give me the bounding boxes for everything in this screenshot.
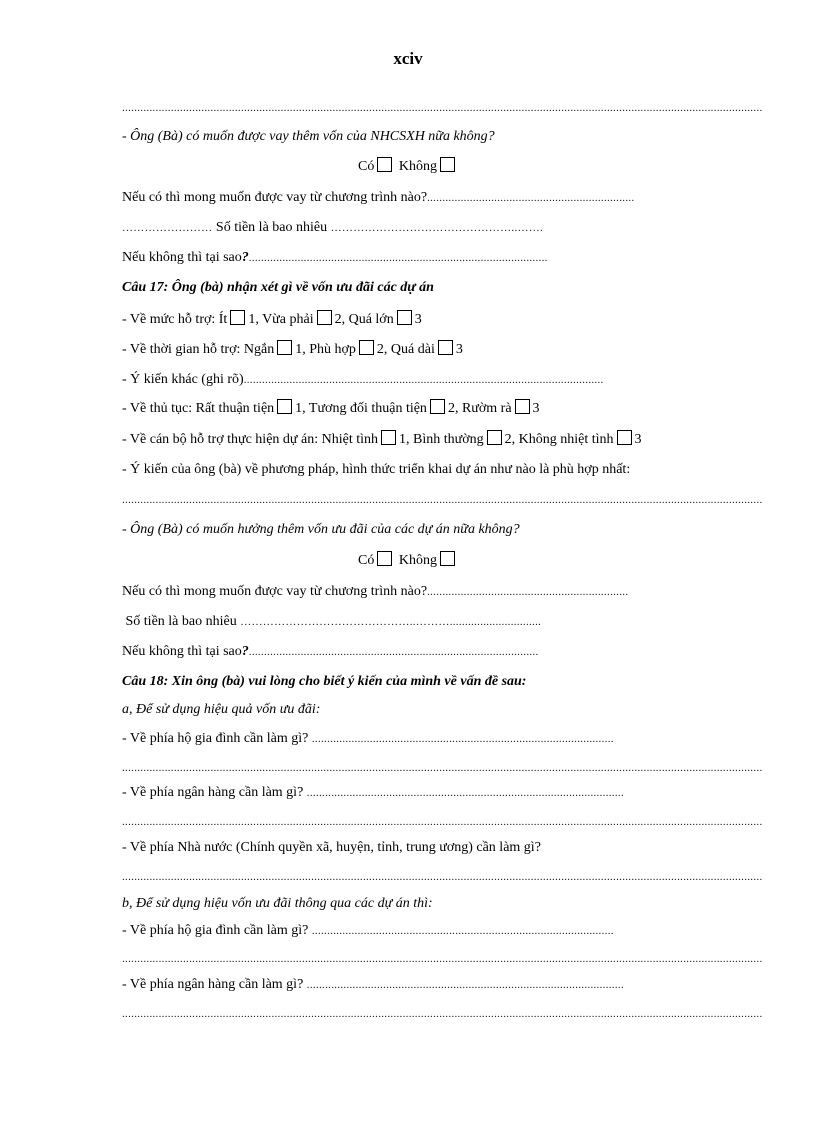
option-label: 3 <box>414 312 422 327</box>
procedures-row <box>122 399 690 419</box>
household-line <box>122 921 690 941</box>
bank-line <box>122 783 690 803</box>
dotted-line[interactable]: .................................................................................................................................................................................................................. <box>122 871 763 883</box>
if-no-fill[interactable]: ............................................................................................... <box>248 646 539 658</box>
dotted-line[interactable]: .................................................................................................................................................................................................................. <box>122 816 763 828</box>
checkbox[interactable] <box>397 310 412 325</box>
option-label: 3 <box>455 342 463 357</box>
procedures-label: - Về thủ tục: Rất thuận tiện <box>122 401 275 416</box>
no-label: Không <box>398 159 437 174</box>
support-level-row <box>122 310 690 330</box>
checkbox[interactable] <box>277 340 292 355</box>
amount-fill[interactable]: …………………………………………..……. <box>330 222 544 234</box>
dotted-line[interactable]: .................................................................................................................................................................................................................. <box>122 1008 763 1020</box>
dotted-line[interactable]: .................................................................................................................................................................................................................. <box>122 494 763 506</box>
option-label: 2, Không nhiệt tình <box>504 432 614 447</box>
bank-fill[interactable]: ........................................................................................................ <box>306 787 624 799</box>
if-no-fill[interactable]: .................................................................................................. <box>248 252 548 264</box>
state-question: - Về phía Nhà nước (Chính quyền xã, huyện, tỉnh, trung ương) cần làm gì? <box>122 840 541 855</box>
other-opinion-line <box>122 370 690 390</box>
no-checkbox[interactable] <box>440 551 455 566</box>
part-a-heading: a, Để sử dụng hiệu quả vốn ưu đãi: <box>122 702 321 717</box>
q16-followup-question: - Ông (Bà) có muốn được vay thêm vốn của NHCSXH nữa không? <box>122 129 495 144</box>
option-label: 3 <box>634 432 642 447</box>
bank-line <box>122 975 690 995</box>
q17-heading: Câu 17: Ông (bà) nhận xét gì về vốn ưu đãi các dự án <box>122 280 434 295</box>
if-no-label: Nếu không thì tại sao <box>122 644 242 659</box>
checkbox[interactable] <box>317 310 332 325</box>
support-level-label: - Về mức hỗ trợ: Ít <box>122 312 228 327</box>
if-no-mark: ? <box>241 644 249 659</box>
if-yes-fill[interactable]: .................................................................... <box>427 192 635 204</box>
option-label: 1, Phù hợp <box>295 342 356 357</box>
q17-followup-question: - Ông (Bà) có muốn hưởng thêm vốn ưu đãi của các dự án nữa không? <box>122 522 520 537</box>
yes-checkbox[interactable] <box>377 157 392 172</box>
part-b-heading: b, Để sử dụng hiệu vốn ưu đãi thông qua các dự án thì: <box>122 896 433 911</box>
yes-label: Có <box>358 159 375 174</box>
other-opinion-label: - Ý kiến khác (ghi rõ) <box>122 372 244 387</box>
checkbox[interactable] <box>230 310 245 325</box>
if-no-mark: ? <box>241 250 249 265</box>
household-line <box>122 729 690 749</box>
amount-prefix[interactable]: …………………… <box>122 222 213 234</box>
option-label: 3 <box>532 401 540 416</box>
if-yes-label: Nếu có thì mong muốn được vay từ chương trình nào? <box>122 584 428 599</box>
checkbox[interactable] <box>277 399 292 414</box>
if-yes-fill[interactable]: .................................................................. <box>427 586 629 598</box>
option-label: 2, Quá dài <box>376 342 435 357</box>
option-label: 1, Vừa phải <box>248 312 314 327</box>
staff-label: - Về cán bộ hỗ trợ thực hiện dự án: Nhiệt tình <box>122 432 378 447</box>
amount-line <box>122 218 690 238</box>
page-number: xciv <box>393 49 423 68</box>
option-label: 1, Bình thường <box>399 432 484 447</box>
support-time-label: - Về thời gian hỗ trợ: Ngắn <box>122 342 275 357</box>
if-no-line <box>122 248 690 268</box>
dotted-line[interactable]: .................................................................................................................................................................................................................. <box>122 953 763 965</box>
household-label: - Về phía hộ gia đình cần làm gì? <box>122 731 309 746</box>
staff-row <box>122 430 690 450</box>
yes-no-row <box>0 551 816 571</box>
if-yes-label: Nếu có thì mong muốn được vay từ chương trình nào? <box>122 190 428 205</box>
checkbox[interactable] <box>438 340 453 355</box>
yes-label: Có <box>358 553 375 568</box>
option-label: 1, Tương đối thuận tiện <box>295 401 427 416</box>
option-label: 2, Rườm rà <box>447 401 512 416</box>
yes-checkbox[interactable] <box>377 551 392 566</box>
if-yes-line <box>122 582 690 602</box>
bank-label: - Về phía ngân hàng cần làm gì? <box>122 785 304 800</box>
checkbox[interactable] <box>381 430 396 445</box>
yes-no-row <box>0 157 816 177</box>
q18-heading: Câu 18: Xin ông (bà) vui lòng cho biết ý kiến của mình về vấn đề sau: <box>122 674 527 689</box>
dotted-line[interactable]: .................................................................................................................................................................................................................. <box>122 762 763 774</box>
if-yes-line <box>122 188 690 208</box>
checkbox[interactable] <box>359 340 374 355</box>
option-label: 2, Quá lớn <box>334 312 394 327</box>
household-label: - Về phía hộ gia đình cần làm gì? <box>122 923 309 938</box>
household-fill[interactable]: ................................................................................................... <box>311 733 614 745</box>
checkbox[interactable] <box>487 430 502 445</box>
no-checkbox[interactable] <box>440 157 455 172</box>
checkbox[interactable] <box>617 430 632 445</box>
household-fill[interactable]: ................................................................................................... <box>311 925 614 937</box>
bank-fill[interactable]: ........................................................................................................ <box>306 979 624 991</box>
amount-label: Số tiền là bao nhiêu <box>215 220 328 235</box>
checkbox[interactable] <box>430 399 445 414</box>
if-no-label: Nếu không thì tại sao <box>122 250 242 265</box>
amount-label: Số tiền là bao nhiêu <box>125 614 237 629</box>
dotted-line: .................................................................................................................................................................................................................. <box>122 102 763 114</box>
checkbox[interactable] <box>515 399 530 414</box>
amount-line <box>122 612 690 632</box>
support-time-row <box>122 340 690 360</box>
amount-fill[interactable]: ………………………………………..……….............................. <box>240 616 542 628</box>
bank-label: - Về phía ngân hàng cần làm gì? <box>122 977 304 992</box>
method-question: - Ý kiến của ông (bà) về phương pháp, hình thức triển khai dự án như nào là phù hợp nhất: <box>122 462 631 477</box>
other-opinion-fill[interactable]: ...................................................................................................................... <box>243 374 604 386</box>
if-no-line <box>122 642 690 662</box>
no-label: Không <box>398 553 437 568</box>
